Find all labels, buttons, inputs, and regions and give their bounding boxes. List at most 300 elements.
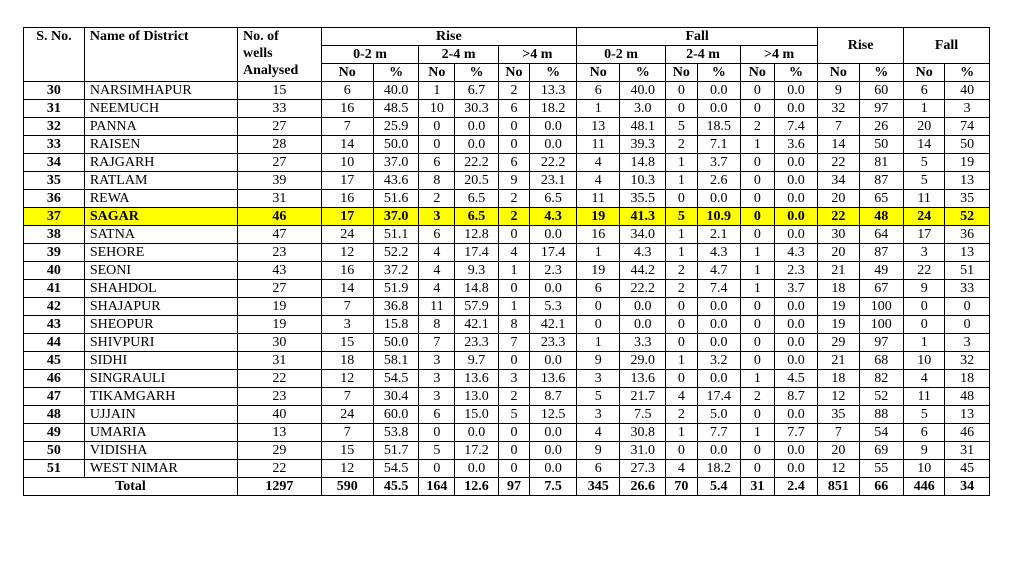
value-cell: 3 [577, 370, 620, 388]
value-cell: 41.3 [620, 208, 666, 226]
serial-number-cell: 51 [24, 460, 85, 478]
value-cell: 87 [859, 244, 904, 262]
value-cell: 47 [238, 226, 322, 244]
value-cell: 0.0 [697, 190, 740, 208]
value-cell: 34 [818, 172, 859, 190]
serial-number-cell: 42 [24, 298, 85, 316]
value-cell: 3 [419, 208, 455, 226]
value-cell: 10.9 [697, 208, 740, 226]
value-cell: 35 [818, 406, 859, 424]
value-cell: 4.3 [530, 208, 577, 226]
serial-number-cell: 48 [24, 406, 85, 424]
value-cell: 0.0 [697, 100, 740, 118]
table-row [24, 442, 990, 460]
value-cell: 8 [419, 316, 455, 334]
value-cell: 10.3 [620, 172, 666, 190]
value-cell: 74 [945, 118, 990, 136]
total-value-cell: 34 [945, 478, 990, 496]
value-cell: 0 [741, 208, 775, 226]
value-cell: 0.0 [530, 226, 577, 244]
value-cell: 17 [321, 208, 373, 226]
value-cell: 49 [859, 262, 904, 280]
value-cell: 0 [741, 100, 775, 118]
value-cell: 4 [904, 370, 945, 388]
value-cell: 0 [666, 100, 698, 118]
value-cell: 7.5 [620, 406, 666, 424]
header-no: No [741, 64, 775, 82]
value-cell: 5 [904, 406, 945, 424]
value-cell: 10 [904, 352, 945, 370]
value-cell: 7 [419, 334, 455, 352]
value-cell: 22.2 [455, 154, 498, 172]
value-cell: 0.0 [774, 82, 818, 100]
value-cell: 17 [321, 172, 373, 190]
value-cell: 1 [904, 100, 945, 118]
value-cell: 12.5 [530, 406, 577, 424]
value-cell: 6 [498, 100, 530, 118]
value-cell: 0.0 [774, 352, 818, 370]
value-cell: 29 [238, 442, 322, 460]
value-cell: 53.8 [373, 424, 419, 442]
table-row [24, 406, 990, 424]
value-cell: 0 [419, 118, 455, 136]
value-cell: 30.4 [373, 388, 419, 406]
total-value-cell: 7.5 [530, 478, 577, 496]
value-cell: 2 [498, 82, 530, 100]
value-cell: 1 [498, 298, 530, 316]
value-cell: 6 [419, 154, 455, 172]
value-cell: 33 [238, 100, 322, 118]
serial-number-cell: 30 [24, 82, 85, 100]
value-cell: 88 [859, 406, 904, 424]
header-no: No [904, 64, 945, 82]
value-cell: 11 [577, 190, 620, 208]
district-name-cell: REWA [84, 190, 237, 208]
table-header [24, 28, 990, 82]
value-cell: 6.5 [455, 190, 498, 208]
table-row [24, 370, 990, 388]
value-cell: 57.9 [455, 298, 498, 316]
value-cell: 3.7 [774, 280, 818, 298]
value-cell: 12 [321, 370, 373, 388]
value-cell: 6 [498, 154, 530, 172]
header-rise-0-2: 0-2 m [321, 46, 419, 64]
total-label: Total [24, 478, 238, 496]
value-cell: 23 [238, 388, 322, 406]
value-cell: 18.5 [697, 118, 740, 136]
value-cell: 12 [818, 460, 859, 478]
header-pct: % [697, 64, 740, 82]
value-cell: 4.3 [620, 244, 666, 262]
value-cell: 51.9 [373, 280, 419, 298]
value-cell: 0.0 [774, 334, 818, 352]
value-cell: 0 [498, 226, 530, 244]
value-cell: 4 [419, 262, 455, 280]
value-cell: 22.2 [530, 154, 577, 172]
value-cell: 3 [498, 370, 530, 388]
value-cell: 0 [498, 352, 530, 370]
serial-number-cell: 33 [24, 136, 85, 154]
serial-number-cell: 37 [24, 208, 85, 226]
value-cell: 4.3 [697, 244, 740, 262]
value-cell: 2 [666, 280, 698, 298]
value-cell: 21 [818, 262, 859, 280]
value-cell: 48.5 [373, 100, 419, 118]
value-cell: 31.0 [620, 442, 666, 460]
table-row [24, 172, 990, 190]
value-cell: 18.2 [530, 100, 577, 118]
total-value-cell: 66 [859, 478, 904, 496]
value-cell: 12.8 [455, 226, 498, 244]
value-cell: 2 [666, 262, 698, 280]
value-cell: 0.0 [620, 298, 666, 316]
district-name-cell: SINGRAULI [84, 370, 237, 388]
table-row [24, 82, 990, 100]
value-cell: 0 [945, 316, 990, 334]
value-cell: 0 [498, 424, 530, 442]
total-row [24, 478, 990, 496]
value-cell: 11 [577, 136, 620, 154]
serial-number-cell: 32 [24, 118, 85, 136]
value-cell: 6 [577, 280, 620, 298]
value-cell: 19 [818, 316, 859, 334]
value-cell: 2 [498, 388, 530, 406]
value-cell: 34.0 [620, 226, 666, 244]
header-rise-total: Rise [818, 28, 904, 64]
total-value-cell: 70 [666, 478, 698, 496]
value-cell: 31 [238, 352, 322, 370]
value-cell: 31 [238, 190, 322, 208]
value-cell: 13 [945, 406, 990, 424]
value-cell: 0 [419, 136, 455, 154]
table-row [24, 190, 990, 208]
value-cell: 13.6 [455, 370, 498, 388]
table-row [24, 460, 990, 478]
district-name-cell: SAGAR [84, 208, 237, 226]
value-cell: 1 [666, 352, 698, 370]
header-wells [238, 28, 322, 82]
value-cell: 19 [577, 262, 620, 280]
value-cell: 2 [498, 190, 530, 208]
serial-number-cell: 47 [24, 388, 85, 406]
value-cell: 39.3 [620, 136, 666, 154]
value-cell: 5 [577, 388, 620, 406]
value-cell: 50.0 [373, 334, 419, 352]
value-cell: 24 [321, 226, 373, 244]
district-name-cell: PANNA [84, 118, 237, 136]
value-cell: 44.2 [620, 262, 666, 280]
total-value-cell: 345 [577, 478, 620, 496]
value-cell: 1 [741, 244, 775, 262]
value-cell: 23.3 [530, 334, 577, 352]
district-name-cell: SHEOPUR [84, 316, 237, 334]
header-fall-total: Fall [904, 28, 990, 64]
value-cell: 6.7 [455, 82, 498, 100]
value-cell: 0.0 [697, 370, 740, 388]
value-cell: 0 [498, 442, 530, 460]
value-cell: 6 [904, 82, 945, 100]
serial-number-cell: 46 [24, 370, 85, 388]
district-name-cell: NARSIMHAPUR [84, 82, 237, 100]
district-name-cell: SHAHDOL [84, 280, 237, 298]
serial-number-cell: 50 [24, 442, 85, 460]
value-cell: 0 [741, 352, 775, 370]
table-row [24, 388, 990, 406]
value-cell: 5 [419, 442, 455, 460]
value-cell: 35.5 [620, 190, 666, 208]
header-pct: % [373, 64, 419, 82]
value-cell: 5 [904, 172, 945, 190]
value-cell: 21 [818, 352, 859, 370]
value-cell: 0.0 [530, 442, 577, 460]
value-cell: 9 [904, 280, 945, 298]
value-cell: 1 [741, 424, 775, 442]
value-cell: 69 [859, 442, 904, 460]
value-cell: 3 [419, 388, 455, 406]
value-cell: 22.2 [620, 280, 666, 298]
value-cell: 18 [818, 370, 859, 388]
value-cell: 0.0 [455, 460, 498, 478]
value-cell: 3.6 [774, 136, 818, 154]
value-cell: 48 [945, 388, 990, 406]
value-cell: 52 [945, 208, 990, 226]
value-cell: 35 [945, 190, 990, 208]
value-cell: 67 [859, 280, 904, 298]
value-cell: 2 [741, 388, 775, 406]
value-cell: 1 [577, 244, 620, 262]
value-cell: 58.1 [373, 352, 419, 370]
value-cell: 3 [419, 370, 455, 388]
value-cell: 1 [741, 262, 775, 280]
value-cell: 20 [904, 118, 945, 136]
value-cell: 0 [666, 334, 698, 352]
value-cell: 8 [498, 316, 530, 334]
value-cell: 6.5 [530, 190, 577, 208]
value-cell: 7 [321, 424, 373, 442]
value-cell: 3.7 [697, 154, 740, 172]
value-cell: 2.6 [697, 172, 740, 190]
value-cell: 14 [321, 280, 373, 298]
value-cell: 0 [904, 316, 945, 334]
value-cell: 2 [498, 208, 530, 226]
value-cell: 29 [818, 334, 859, 352]
value-cell: 0.0 [697, 316, 740, 334]
header-fall-2-4: 2-4 m [666, 46, 741, 64]
value-cell: 0.0 [774, 154, 818, 172]
value-cell: 10 [419, 100, 455, 118]
serial-number-cell: 41 [24, 280, 85, 298]
value-cell: 0.0 [697, 82, 740, 100]
value-cell: 12 [321, 460, 373, 478]
value-cell: 13.6 [530, 370, 577, 388]
total-value-cell: 446 [904, 478, 945, 496]
value-cell: 1 [498, 262, 530, 280]
value-cell: 16 [321, 262, 373, 280]
value-cell: 0 [577, 316, 620, 334]
value-cell: 0 [498, 136, 530, 154]
value-cell: 3 [419, 352, 455, 370]
value-cell: 0 [741, 172, 775, 190]
value-cell: 0.0 [774, 316, 818, 334]
value-cell: 20 [818, 244, 859, 262]
header-fall-gt4: >4 m [741, 46, 818, 64]
value-cell: 31 [945, 442, 990, 460]
value-cell: 22 [818, 154, 859, 172]
serial-number-cell: 38 [24, 226, 85, 244]
value-cell: 14 [818, 136, 859, 154]
value-cell: 19 [818, 298, 859, 316]
value-cell: 0 [741, 298, 775, 316]
value-cell: 30.8 [620, 424, 666, 442]
value-cell: 7.4 [774, 118, 818, 136]
value-cell: 14 [904, 136, 945, 154]
total-value-cell: 164 [419, 478, 455, 496]
header-wells-line2: wells [243, 46, 273, 61]
value-cell: 27.3 [620, 460, 666, 478]
value-cell: 5 [498, 406, 530, 424]
value-cell: 1 [741, 280, 775, 298]
value-cell: 0.0 [774, 190, 818, 208]
value-cell: 22 [904, 262, 945, 280]
value-cell: 0.0 [774, 460, 818, 478]
table-row [24, 334, 990, 352]
value-cell: 19 [945, 154, 990, 172]
value-cell: 0 [666, 190, 698, 208]
value-cell: 1 [741, 136, 775, 154]
value-cell: 23 [238, 244, 322, 262]
value-cell: 30.3 [455, 100, 498, 118]
value-cell: 30 [818, 226, 859, 244]
value-cell: 3 [321, 316, 373, 334]
value-cell: 0.0 [530, 424, 577, 442]
value-cell: 0.0 [530, 118, 577, 136]
value-cell: 2.3 [530, 262, 577, 280]
value-cell: 1 [666, 172, 698, 190]
total-value-cell: 851 [818, 478, 859, 496]
total-value-cell: 26.6 [620, 478, 666, 496]
value-cell: 52.2 [373, 244, 419, 262]
value-cell: 16 [321, 190, 373, 208]
header-fall: Fall [577, 28, 818, 46]
value-cell: 2.1 [697, 226, 740, 244]
header-pct: % [530, 64, 577, 82]
value-cell: 32 [945, 352, 990, 370]
value-cell: 0 [741, 442, 775, 460]
value-cell: 17.4 [530, 244, 577, 262]
value-cell: 54.5 [373, 460, 419, 478]
value-cell: 37.0 [373, 154, 419, 172]
value-cell: 11 [904, 190, 945, 208]
value-cell: 20 [818, 190, 859, 208]
district-name-cell: SIDHI [84, 352, 237, 370]
value-cell: 4 [577, 424, 620, 442]
value-cell: 40 [945, 82, 990, 100]
value-cell: 0.0 [455, 118, 498, 136]
value-cell: 36.8 [373, 298, 419, 316]
value-cell: 23.3 [455, 334, 498, 352]
header-pct: % [859, 64, 904, 82]
value-cell: 0.0 [455, 136, 498, 154]
value-cell: 7 [321, 118, 373, 136]
value-cell: 9 [904, 442, 945, 460]
value-cell: 1 [666, 154, 698, 172]
value-cell: 97 [859, 334, 904, 352]
value-cell: 12 [321, 244, 373, 262]
total-value-cell: 5.4 [697, 478, 740, 496]
value-cell: 0 [577, 298, 620, 316]
value-cell: 6 [577, 82, 620, 100]
value-cell: 0 [741, 154, 775, 172]
value-cell: 5 [666, 118, 698, 136]
value-cell: 4 [419, 244, 455, 262]
value-cell: 5 [904, 154, 945, 172]
serial-number-cell: 44 [24, 334, 85, 352]
value-cell: 7 [321, 298, 373, 316]
value-cell: 12 [818, 388, 859, 406]
value-cell: 7.4 [697, 280, 740, 298]
value-cell: 15 [321, 442, 373, 460]
table-row [24, 118, 990, 136]
value-cell: 0 [741, 190, 775, 208]
value-cell: 4.5 [774, 370, 818, 388]
header-sno: S. No. [24, 28, 85, 82]
value-cell: 27 [238, 280, 322, 298]
value-cell: 3 [577, 406, 620, 424]
value-cell: 37.0 [373, 208, 419, 226]
district-name-cell: RAJGARH [84, 154, 237, 172]
header-pct: % [774, 64, 818, 82]
value-cell: 0.0 [774, 100, 818, 118]
value-cell: 3.3 [620, 334, 666, 352]
value-cell: 4.7 [697, 262, 740, 280]
value-cell: 60 [859, 82, 904, 100]
serial-number-cell: 31 [24, 100, 85, 118]
value-cell: 29.0 [620, 352, 666, 370]
value-cell: 15.8 [373, 316, 419, 334]
value-cell: 9 [498, 172, 530, 190]
value-cell: 24 [321, 406, 373, 424]
header-wells-line1: No. of [243, 29, 279, 44]
value-cell: 0.0 [530, 280, 577, 298]
total-value-cell: 31 [741, 478, 775, 496]
header-rise-gt4: >4 m [498, 46, 576, 64]
table-row [24, 244, 990, 262]
table-row [24, 316, 990, 334]
total-value-cell: 45.5 [373, 478, 419, 496]
value-cell: 6 [419, 406, 455, 424]
value-cell: 0.0 [774, 172, 818, 190]
serial-number-cell: 35 [24, 172, 85, 190]
value-cell: 0 [419, 460, 455, 478]
district-name-cell: TIKAMGARH [84, 388, 237, 406]
district-wells-table-container [23, 27, 990, 496]
value-cell: 0.0 [455, 424, 498, 442]
value-cell: 2.3 [774, 262, 818, 280]
value-cell: 13 [945, 244, 990, 262]
header-no: No [498, 64, 530, 82]
value-cell: 21.7 [620, 388, 666, 406]
value-cell: 13 [577, 118, 620, 136]
total-value-cell: 2.4 [774, 478, 818, 496]
value-cell: 68 [859, 352, 904, 370]
value-cell: 7 [818, 424, 859, 442]
value-cell: 17.4 [455, 244, 498, 262]
value-cell: 8 [419, 172, 455, 190]
value-cell: 46 [945, 424, 990, 442]
value-cell: 0.0 [530, 460, 577, 478]
value-cell: 15 [238, 82, 322, 100]
district-name-cell: NEEMUCH [84, 100, 237, 118]
